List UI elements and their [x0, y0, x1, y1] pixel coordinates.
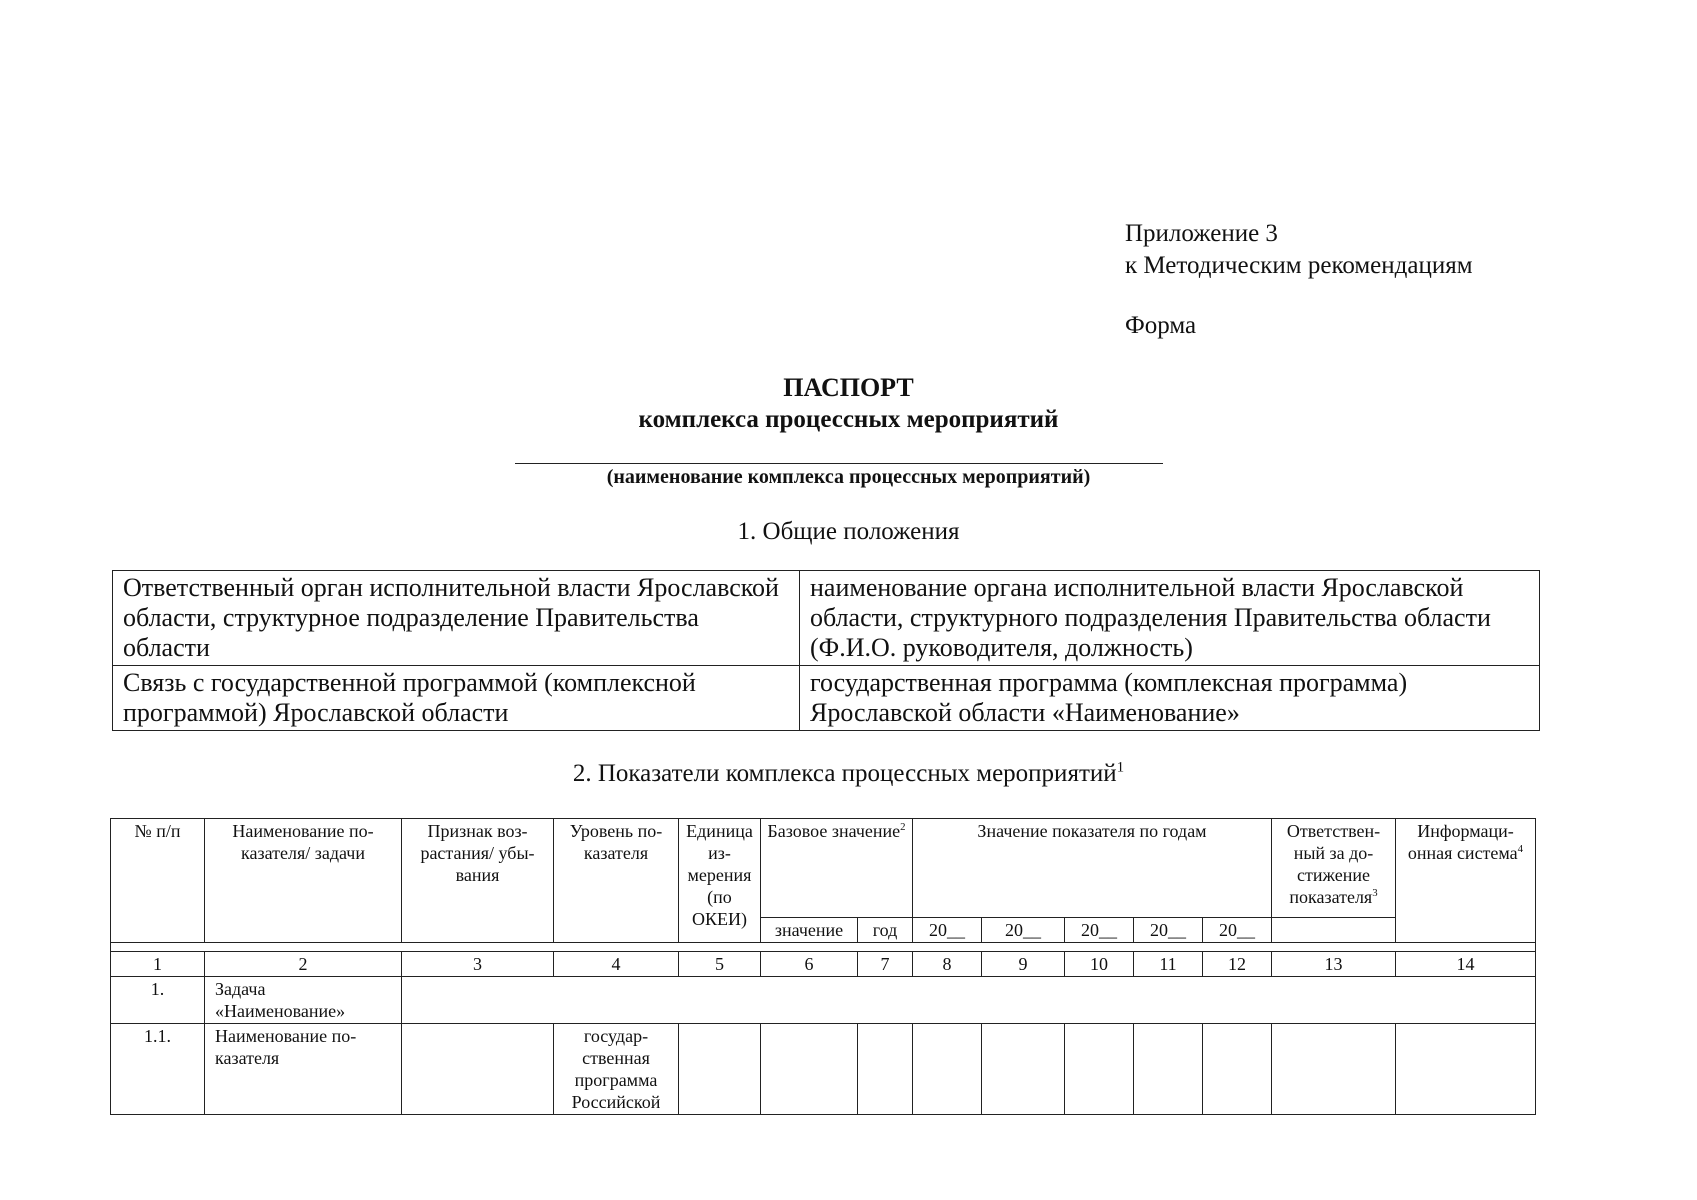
responsible-body-value: наименование органа исполнительной власти Ярославской области, структурного подразделения Правительства области (Ф.И.О. руководителя, должность) [800, 571, 1540, 666]
header-infosystem-text: Информаци-онная система [1407, 821, 1518, 863]
document-title: ПАСПОРТ [783, 373, 914, 402]
indicator-year-2 [982, 1024, 1065, 1115]
indicator-year-1 [913, 1024, 982, 1115]
header-level: Уровень по-казателя [554, 819, 679, 943]
header-year-3: 20__ [1065, 918, 1134, 943]
table-row [113, 666, 1540, 731]
table-gap-row [111, 943, 1536, 952]
indicator-responsible [1272, 1024, 1396, 1115]
form-label: Форма [1125, 312, 1197, 339]
header-year-1: 20__ [913, 918, 982, 943]
header-responsible-text: Ответствен-ный за до-стижение показателя [1286, 821, 1381, 907]
col-number: 9 [982, 952, 1065, 977]
col-number: 8 [913, 952, 982, 977]
general-provisions-table [112, 570, 1540, 731]
col-number: 3 [402, 952, 554, 977]
col-number: 4 [554, 952, 679, 977]
col-number: 1 [111, 952, 205, 977]
header-name: Наименование по-казателя/ задачи [205, 819, 402, 943]
indicator-infosystem [1396, 1024, 1536, 1115]
col-number: 2 [205, 952, 402, 977]
responsible-body-label: Ответственный орган исполнительной власти Ярославской области, структурное подразделение Правительства области [113, 571, 800, 666]
program-link-value: государственная программа (комплексная программа) Ярославской области «Наименование» [800, 666, 1540, 731]
section1-heading: 1. Общие положения [737, 518, 960, 545]
indicator-num: 1.1. [111, 1024, 205, 1115]
header-responsible-empty [1272, 918, 1396, 943]
indicators-table [110, 818, 1536, 1115]
table-gap [111, 943, 1536, 952]
header-year-4: 20__ [1134, 918, 1203, 943]
name-hint: (наименование комплекса процессных мероприятий) [606, 466, 1091, 488]
document-subtitle: комплекса процессных мероприятий [638, 406, 1059, 433]
footnote-mark: 1 [1116, 759, 1125, 776]
header-row [111, 819, 1536, 918]
section2-heading-text: 2. Показатели комплекса процессных мероприятий [572, 760, 1117, 787]
col-number: 5 [679, 952, 761, 977]
header-base-text: Базовое значение [767, 821, 901, 841]
header-year-2: 20__ [982, 918, 1065, 943]
header-year-5: 20__ [1203, 918, 1272, 943]
indicator-base-value [761, 1024, 858, 1115]
col-number: 7 [858, 952, 913, 977]
col-number: 10 [1065, 952, 1134, 977]
appendix-header [1125, 218, 1473, 282]
indicator-name: Наименование по-казателя [205, 1024, 402, 1115]
header-infosystem [1396, 819, 1536, 943]
footnote-mark: 2 [900, 821, 906, 833]
indicator-year-3 [1065, 1024, 1134, 1115]
column-number-row [111, 952, 1536, 977]
indicator-sign [402, 1024, 554, 1115]
header-base-value: значение [761, 918, 858, 943]
header-unit: Единица из-мерения (по ОКЕИ) [679, 819, 761, 943]
appendix-reference: к Методическим рекомендациям [1125, 252, 1473, 279]
task-name: Задача «Наименование» [205, 977, 402, 1024]
indicator-year-4 [1134, 1024, 1203, 1115]
task-row [111, 977, 1536, 1024]
name-fill-line [515, 463, 1163, 464]
header-years: Значение показателя по годам [913, 819, 1272, 918]
header-base [761, 819, 913, 918]
header-responsible [1272, 819, 1396, 918]
col-number: 12 [1203, 952, 1272, 977]
header-base-year: год [858, 918, 913, 943]
footnote-mark: 3 [1372, 887, 1378, 899]
col-number: 14 [1396, 952, 1536, 977]
col-number: 6 [761, 952, 858, 977]
indicator-level: государ-ственная программа Российской [554, 1024, 679, 1115]
footnote-mark: 4 [1517, 843, 1524, 855]
task-empty [402, 977, 1536, 1024]
col-number: 11 [1134, 952, 1203, 977]
col-number: 13 [1272, 952, 1396, 977]
table-row [113, 571, 1540, 666]
indicator-row [111, 1024, 1536, 1115]
header-num: № п/п [111, 819, 205, 943]
appendix-number: Приложение 3 [1125, 220, 1278, 247]
task-num: 1. [111, 977, 205, 1024]
indicator-base-year [858, 1024, 913, 1115]
indicator-unit [679, 1024, 761, 1115]
section2-heading [0, 760, 1697, 788]
indicator-year-5 [1203, 1024, 1272, 1115]
header-sign: Признак воз-растания/ убы-вания [402, 819, 554, 943]
program-link-label: Связь с государственной программой (комплексной программой) Ярославской области [113, 666, 800, 731]
